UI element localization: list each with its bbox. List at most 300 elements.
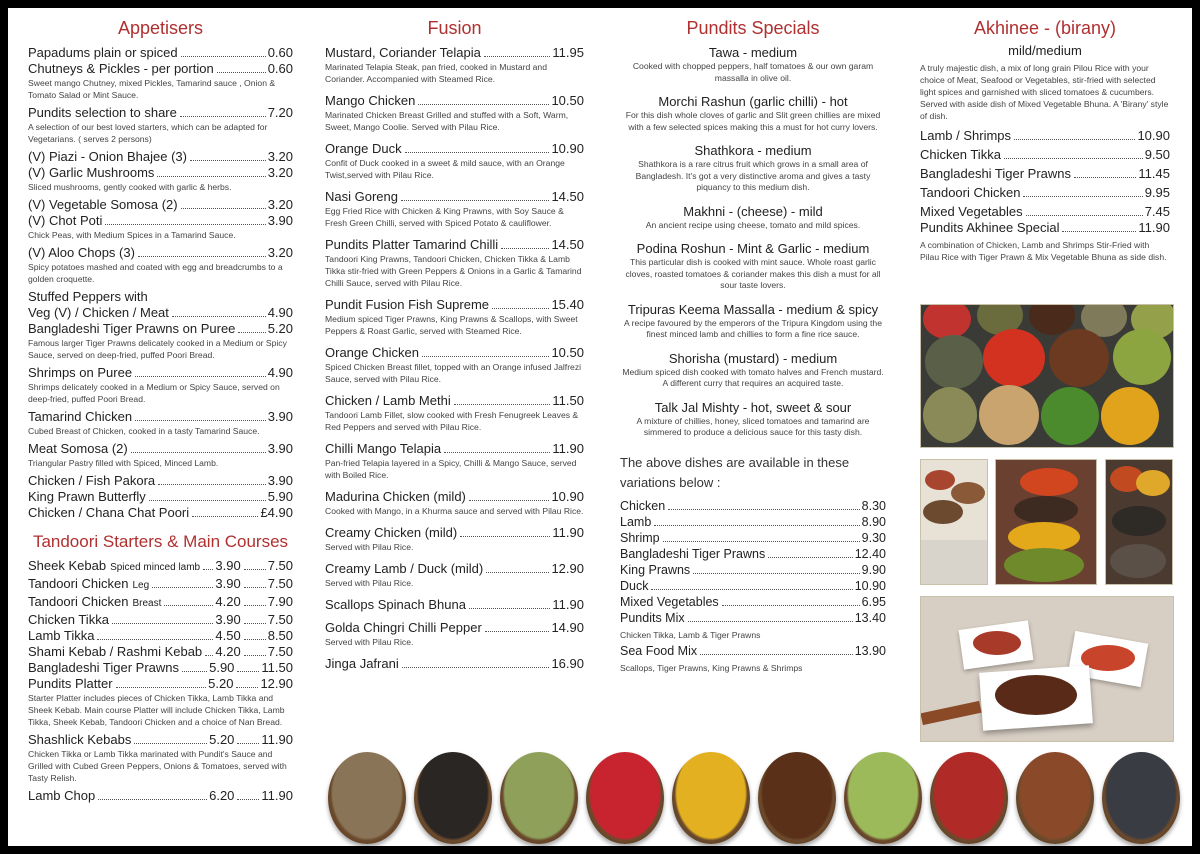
spice-photo-small-1 <box>920 459 988 585</box>
item-price: 8.30 <box>861 498 886 513</box>
item-name: Pundit Fusion Fish Supreme <box>325 297 490 312</box>
item-price: 3.20 <box>267 197 293 212</box>
item-description: Egg Fried Rice with Chicken & King Prawns, with Soy Sauce & Fresh Green Chilli, served with Spiced Potato & cauliflower. <box>325 206 564 228</box>
item-name: Chicken / Lamb Methi <box>325 393 451 408</box>
item-name: Tandoori Chicken <box>920 185 1021 200</box>
spice-bowl <box>758 752 836 844</box>
starter-price: 5.20 <box>209 732 235 747</box>
leader-dots <box>112 623 213 624</box>
item-price: 11.90 <box>1138 220 1170 235</box>
item-name: Lamb Tikka <box>28 628 95 643</box>
leader-dots <box>485 631 550 632</box>
main-price: 11.90 <box>261 788 293 803</box>
item-name: Stuffed Peppers with <box>28 289 148 304</box>
variation-item <box>620 563 886 578</box>
item-name: Shashlick Kebabs <box>28 732 132 747</box>
item-name: Pundits selection to share <box>28 105 177 120</box>
item-name: (V) Aloo Chops (3) <box>28 245 135 260</box>
appetisers-column <box>28 8 293 803</box>
item-name: Chicken Tikka <box>920 147 1001 162</box>
akhinee-subtitle: mild/medium <box>1008 43 1082 58</box>
leader-dots <box>688 621 853 622</box>
special-title: Shorisha (mustard) - medium <box>668 350 838 366</box>
leader-dots <box>244 655 266 656</box>
item-name: Tandoori Chicken <box>28 594 129 609</box>
leader-dots <box>700 654 853 655</box>
special-description: Medium spiced dish cooked with tomato halves and French mustard. A different curry that requires an acquired taste. <box>622 366 884 388</box>
item-description: Chicken Tikka, Lamb & Tiger Prawns <box>620 629 761 640</box>
item-price: 13.40 <box>854 610 886 625</box>
leader-dots <box>237 671 259 672</box>
item-price: 14.50 <box>551 189 584 204</box>
fusion-list <box>325 45 584 671</box>
starter-price: 4.50 <box>215 628 241 643</box>
leader-dots <box>454 404 551 405</box>
fusion-item <box>325 393 584 408</box>
item-description: Shrimps delicately cooked in a Medium or Spicy Sauce, served on deep-fried, puffed Poori Bread. <box>28 382 280 404</box>
akhinee-item <box>920 185 1170 200</box>
appetiser-item <box>28 197 293 212</box>
item-description: Marinated Chicken Breast Grilled and stuffed with a Soft, Warm, Sweet, Mango Coolie. Served with Pilau Rice. <box>325 110 569 132</box>
leader-dots <box>203 569 213 570</box>
item-name: Veg (V) / Chicken / Meat <box>28 305 169 320</box>
item-price: 11.90 <box>552 441 584 456</box>
tandoori-item <box>28 628 293 643</box>
item-name: Mixed Vegetables <box>620 594 719 609</box>
item-name: (V) Piazi - Onion Bhajee (3) <box>28 149 187 164</box>
leader-dots <box>237 799 259 800</box>
item-note: Spiced minced lamb <box>110 562 201 573</box>
item-price: 10.50 <box>551 345 584 360</box>
item-note: Leg <box>132 580 150 591</box>
appetisers-heading: Appetisers <box>117 18 204 38</box>
tandoori-list <box>28 558 293 803</box>
item-description: Spicy potatoes mashed and coated with egg and breadcrumbs to a golden croquette. <box>28 262 283 284</box>
leader-dots <box>138 256 266 257</box>
leader-dots <box>492 308 549 309</box>
item-price: 16.90 <box>551 656 584 671</box>
leader-dots <box>1062 231 1136 232</box>
item-name: Tamarind Chicken <box>28 409 133 424</box>
fusion-item <box>325 189 584 204</box>
leader-dots <box>1004 158 1143 159</box>
item-price: 0.60 <box>267 61 293 76</box>
appetiser-item <box>28 473 293 488</box>
leader-dots <box>663 541 860 542</box>
leader-dots <box>469 500 550 501</box>
item-name: Mixed Vegetables <box>920 204 1023 219</box>
special-description: For this dish whole cloves of garlic and Slit green chillies are mixed with a few selected spices making this a must for hot curry lovers. <box>625 110 881 132</box>
appetiser-item <box>28 149 293 164</box>
fusion-item <box>325 345 584 360</box>
spice-photo-small-3 <box>1105 459 1173 585</box>
item-name: King Prawns <box>620 562 691 577</box>
main-price: 7.50 <box>267 558 293 573</box>
item-description: Served with Pilau Rice. <box>325 578 414 588</box>
menu-sheet <box>8 8 1192 846</box>
leader-dots <box>693 573 859 574</box>
item-name: Lamb <box>620 514 652 529</box>
leader-dots <box>149 500 266 501</box>
item-name: King Prawn Butterfly <box>28 489 146 504</box>
item-name: Shami Kebab / Rashmi Kebab <box>28 644 203 659</box>
special-description: This particular dish is cooked with mint sauce. Whole roast garlic cloves, roasted tomatoes & coriander makes this dish a must for all sour taste lovers. <box>625 257 881 290</box>
leader-dots <box>244 569 266 570</box>
item-price: 9.50 <box>1144 147 1170 162</box>
leader-dots <box>182 671 207 672</box>
leader-dots <box>469 608 550 609</box>
leader-dots <box>244 587 266 588</box>
item-price: 10.50 <box>551 93 584 108</box>
item-description: Sliced mushrooms, gently cooked with garlic & herbs. <box>28 182 232 192</box>
item-name: Chicken / Fish Pakora <box>28 473 156 488</box>
item-price: 11.45 <box>1138 166 1170 181</box>
item-name: Tandoori Chicken <box>28 576 129 591</box>
main-price: 7.50 <box>267 612 293 627</box>
leader-dots <box>238 332 265 333</box>
item-name: Pundits Mix <box>620 610 685 625</box>
fusion-item <box>325 237 584 252</box>
fusion-item <box>325 561 584 576</box>
starter-price: 5.20 <box>208 676 234 691</box>
item-name: Lamb Chop <box>28 788 96 803</box>
tandoori-item <box>28 644 293 659</box>
special-description: A recipe favoured by the emperors of the Tripura Kingdom using the finest minced lamb and chillies to form a fine rice sauce. <box>624 317 882 339</box>
leader-dots <box>105 224 265 225</box>
item-name: Golda Chingri Chilli Pepper <box>325 620 482 635</box>
akhinee-column <box>920 8 1170 267</box>
spice-bowl <box>500 752 578 844</box>
variation-item <box>620 531 886 546</box>
leader-dots <box>444 452 550 453</box>
item-price: 0.60 <box>267 45 293 60</box>
item-description: A selection of our best loved starters, which can be adapted for Vegetarians. ( serves 2 persons) <box>28 122 268 144</box>
fusion-item <box>325 441 584 456</box>
leader-dots <box>181 208 266 209</box>
special-title: Tripuras Keema Massalla - medium & spicy <box>627 301 879 317</box>
item-price: 9.90 <box>861 562 886 577</box>
leader-dots <box>405 152 550 153</box>
item-description: Pan-fried Telapia layered in a Spicy, Chilli & Mango Sauce, served with Boiled Rice. <box>325 458 577 480</box>
item-name: Shrimps on Puree <box>28 365 133 380</box>
leader-dots <box>401 200 549 201</box>
item-name: Pundits Platter <box>28 676 113 691</box>
main-price: 7.50 <box>267 644 293 659</box>
special-description: A mixture of chillies, honey, sliced tomatoes and tamarind are simmered to produce a delicious sauce for this tasty dish. <box>636 415 870 437</box>
item-price: 4.90 <box>267 365 293 380</box>
item-description: Sweet mango Chutney, mixed Pickles, Tamarind sauce , Onion & Tomato Salad or Mint Sauce. <box>28 78 276 100</box>
leader-dots <box>418 104 549 105</box>
appetiser-item <box>28 165 293 180</box>
leader-dots <box>501 248 549 249</box>
specials-list <box>620 45 886 439</box>
spice-bowl <box>1016 752 1094 844</box>
variation-item <box>620 644 886 659</box>
leader-dots <box>768 557 852 558</box>
item-price: 8.90 <box>861 514 886 529</box>
akhinee-list <box>920 128 1170 263</box>
item-price: 5.90 <box>267 489 293 504</box>
item-name: Madurina Chicken (mild) <box>325 489 466 504</box>
variation-item <box>620 579 886 594</box>
appetiser-item <box>28 245 293 260</box>
item-name: Chicken / Chana Chat Poori <box>28 505 190 520</box>
item-description: Spiced Chicken Breast fillet, topped with an Orange infused Jalfrezi Sauce, served with Pilau Rice. <box>325 362 582 384</box>
akhinee-item <box>920 147 1170 162</box>
item-description: Famous larger Tiger Prawns delicately cooked in a Medium or Spicy Sauce, served on deep-fried, puffed Poori Bread. <box>28 338 287 360</box>
main-price: 12.90 <box>260 676 293 691</box>
fusion-item <box>325 489 584 504</box>
item-price: 14.50 <box>551 237 584 252</box>
leader-dots <box>1023 196 1142 197</box>
item-description: Chick Peas, with Medium Spices in a Tamarind Sauce. <box>28 230 236 240</box>
appetiser-item <box>28 213 293 228</box>
starter-price: 3.90 <box>215 558 241 573</box>
variation-item <box>620 547 886 562</box>
fusion-item <box>325 45 584 60</box>
item-price: 3.90 <box>267 409 293 424</box>
leader-dots <box>1074 177 1136 178</box>
akhinee-heading: Akhinee - (birany) <box>973 18 1117 38</box>
star-anise-photo <box>920 596 1174 742</box>
item-description: Scallops, Tiger Prawns, King Prawns & Shrimps <box>620 662 803 673</box>
leader-dots <box>164 605 213 606</box>
item-name: Bangladeshi Tiger Prawns <box>28 660 180 675</box>
leader-dots <box>180 116 266 117</box>
fusion-item <box>325 141 584 156</box>
spice-bowl <box>586 752 664 844</box>
item-name: Duck <box>620 578 649 593</box>
leader-dots <box>236 687 258 688</box>
item-price: 13.90 <box>854 643 886 658</box>
tandoori-item <box>28 788 293 803</box>
item-name: Chicken Tikka <box>28 612 109 627</box>
leader-dots <box>654 525 859 526</box>
spice-bowl <box>672 752 750 844</box>
item-name: Meat Somosa (2) <box>28 441 128 456</box>
item-description: Tandoori Lamb Fillet, slow cooked with Fresh Fenugreek Leaves & Red Peppers and served with Pilau Rice. <box>325 410 579 432</box>
variation-item <box>620 499 886 514</box>
item-price: 12.90 <box>551 561 584 576</box>
appetiser-item <box>28 505 293 520</box>
item-price: 3.20 <box>267 149 293 164</box>
item-price: 3.90 <box>267 213 293 228</box>
item-name: Creamy Chicken (mild) <box>325 525 458 540</box>
akhinee-intro: A truly majestic dish, a mix of long grain Pilou Rice with your choice of Meat, Seafood or Vegetables, stir-fried with selected light spices and garnished with sliced tomatoes & cucumbers. Served with aside dish of Mixed Vegetable Bhuna. A 'Birany' style of dish. <box>920 63 1169 121</box>
item-name: (V) Garlic Mushrooms <box>28 165 155 180</box>
item-name: Chutneys & Pickles - per portion <box>28 61 214 76</box>
item-description: Served with Pilau Rice. <box>325 542 414 552</box>
spice-bowl <box>328 752 406 844</box>
appetiser-item <box>28 305 293 320</box>
item-name: Mango Chicken <box>325 93 416 108</box>
appetiser-item <box>28 365 293 380</box>
item-price: 10.90 <box>1137 128 1170 143</box>
variation-item <box>620 515 886 530</box>
main-price: 8.50 <box>267 628 293 643</box>
item-description: A combination of Chicken, Lamb and Shrimps Stir-Fried with Pilau Rice with Tiger Prawn & Mix Vegetable Bhuna as side dish. <box>920 240 1167 262</box>
special-title: Tawa - medium <box>708 45 798 60</box>
spice-photo-small-2 <box>995 459 1097 585</box>
starter-price: 6.20 <box>209 788 235 803</box>
item-name: Bangladeshi Tiger Prawns <box>920 166 1072 181</box>
leader-dots <box>192 516 258 517</box>
item-description: Tandoori King Prawns, Tandoori Chicken, Chicken Tikka & Lamb Tikka stir-fried with Green Peppers & Onions in a Garlic & Tamarind Chilli Sauce, served with Pilau Rice. <box>325 254 582 288</box>
main-price: 7.50 <box>267 576 293 591</box>
item-price: 10.90 <box>551 489 584 504</box>
appetiser-item <box>28 409 293 424</box>
fusion-item <box>325 525 584 540</box>
appetisers-list <box>28 45 293 520</box>
leader-dots <box>651 589 852 590</box>
item-price: 7.20 <box>267 105 293 120</box>
leader-dots <box>244 623 266 624</box>
spice-bowl <box>1102 752 1180 844</box>
leader-dots <box>244 639 266 640</box>
item-name: Pundits Platter Tamarind Chilli <box>325 237 499 252</box>
leader-dots <box>158 484 266 485</box>
main-price: 11.90 <box>261 732 293 747</box>
item-price: 7.45 <box>1144 204 1170 219</box>
special-title: Talk Jal Mishty - hot, sweet & sour <box>654 399 852 415</box>
tandoori-item <box>28 594 293 611</box>
appetiser-item <box>28 321 293 336</box>
item-price: 3.90 <box>267 441 293 456</box>
item-price: 10.90 <box>854 578 886 593</box>
item-price: 6.95 <box>861 594 886 609</box>
appetiser-item <box>28 489 293 504</box>
spice-bowls-photo <box>920 304 1174 448</box>
item-description: Served with Pilau Rice. <box>325 637 414 647</box>
leader-dots <box>460 536 550 537</box>
variations-intro: The above dishes are available in these variations below : <box>620 454 850 490</box>
leader-dots <box>172 316 266 317</box>
leader-dots <box>486 572 549 573</box>
variation-item <box>620 611 886 626</box>
item-name: (V) Vegetable Somosa (2) <box>28 197 178 212</box>
item-name: Creamy Lamb / Duck (mild) <box>325 561 484 576</box>
leader-dots <box>152 587 213 588</box>
starter-price: 4.20 <box>215 594 241 609</box>
akhinee-item <box>920 128 1170 143</box>
item-name: Orange Duck <box>325 141 402 156</box>
leader-dots <box>97 639 213 640</box>
item-name: Nasi Goreng <box>325 189 398 204</box>
main-price: 7.90 <box>267 594 293 609</box>
item-price: 4.90 <box>267 305 293 320</box>
spice-bowl <box>844 752 922 844</box>
akhinee-item <box>920 204 1170 219</box>
item-price: 12.40 <box>854 546 886 561</box>
akhinee-item <box>920 220 1170 235</box>
item-name: Pundits Akhinee Special <box>920 220 1060 235</box>
item-description: Triangular Pastry filled with Spiced, Minced Lamb. <box>28 458 219 468</box>
item-name: Shrimp <box>620 530 660 545</box>
tandoori-item <box>28 732 293 747</box>
leader-dots <box>422 356 550 357</box>
main-price: 11.50 <box>261 660 293 675</box>
leader-dots <box>668 509 859 510</box>
item-description: Chicken Tikka or Lamb Tikka marinated with Pundit's Sauce and Grilled with Cubed Green Peppers, Onions & Tomatoes, served with Tasty Relish. <box>28 749 287 783</box>
special-description: Cooked with chopped peppers, half tomatoes & our own garam massalla in olive oil. <box>632 61 874 83</box>
tandoori-item <box>28 612 293 627</box>
item-name: Scallops Spinach Bhuna <box>325 597 466 612</box>
item-price: 9.95 <box>1144 185 1170 200</box>
leader-dots <box>98 799 207 800</box>
item-name: Chilli Mango Telapia <box>325 441 442 456</box>
special-title: Podina Roshun - Mint & Garlic - medium <box>636 241 870 256</box>
leader-dots <box>722 605 860 606</box>
item-name: Orange Chicken <box>325 345 419 360</box>
tandoori-item <box>28 676 293 691</box>
special-title: Morchi Rashun (garlic chilli) - hot <box>658 94 848 109</box>
item-description: Confit of Duck cooked in a sweet & mild sauce, with an Orange Twist,served with Pilau Rice. <box>325 158 565 180</box>
fusion-column <box>325 8 584 679</box>
item-name: Bangladeshi Tiger Prawns <box>620 546 766 561</box>
tandoori-item <box>28 576 293 593</box>
item-price: 11.90 <box>552 525 584 540</box>
appetiser-item <box>28 441 293 456</box>
leader-dots <box>135 376 266 377</box>
appetiser-item <box>28 289 293 304</box>
leader-dots <box>484 56 551 57</box>
leader-dots <box>205 655 213 656</box>
leader-dots <box>402 667 550 668</box>
leader-dots <box>237 743 259 744</box>
item-description: Cubed Breast of Chicken, cooked in a tasty Tamarind Sauce. <box>28 426 260 436</box>
specials-heading: Pundits Specials <box>686 18 820 38</box>
spice-bowl <box>930 752 1008 844</box>
fusion-item <box>325 656 584 671</box>
special-description: Shathkora is a rare citrus fruit which grows in a small area of Bangladesh. It's got a very distinctive aroma and gives a tasty piquancy to this medium dish. <box>635 159 871 192</box>
starter-price: 3.90 <box>215 576 241 591</box>
special-title: Makhni - (cheese) - mild <box>683 203 823 219</box>
appetiser-item <box>28 105 293 120</box>
item-price: 10.90 <box>551 141 584 156</box>
tandoori-heading: Tandoori Starters & Main Courses <box>32 532 289 551</box>
special-title: Shathkora - medium <box>694 143 812 158</box>
specials-column <box>620 8 886 677</box>
item-name: Sea Food Mix <box>620 643 698 658</box>
fusion-item <box>325 620 584 635</box>
fusion-item <box>325 297 584 312</box>
item-name: Mustard, Coriander Telapia <box>325 45 481 60</box>
item-description: Medium spiced Tiger Prawns, King Prawns & Scallops, with Sweet Peppers & Roast Garlic, served with Steamed Rice. <box>325 314 578 336</box>
item-name: Lamb / Shrimps <box>920 128 1012 143</box>
variations-list <box>620 499 886 674</box>
item-price: 11.50 <box>552 393 584 408</box>
leader-dots <box>217 72 266 73</box>
item-price: 3.90 <box>267 473 293 488</box>
item-price: 11.90 <box>552 597 584 612</box>
leader-dots <box>134 743 207 744</box>
fusion-item <box>325 597 584 612</box>
fusion-item <box>325 93 584 108</box>
leader-dots <box>181 56 266 57</box>
item-name: Papadums plain or spiced <box>28 45 178 60</box>
starter-price: 3.90 <box>215 612 241 627</box>
tandoori-item <box>28 558 293 575</box>
starter-price: 4.20 <box>215 644 241 659</box>
leader-dots <box>190 160 266 161</box>
item-name: Jinga Jafrani <box>325 656 399 671</box>
item-description: Cooked with Mango, in a Khurma sauce and served with Pilau Rice. <box>325 506 584 516</box>
leader-dots <box>244 605 266 606</box>
item-price: 9.30 <box>861 530 886 545</box>
special-description: An ancient recipe using cheese, tomato and mild spices. <box>645 219 861 230</box>
tandoori-item <box>28 660 293 675</box>
item-price: 3.20 <box>267 245 293 260</box>
